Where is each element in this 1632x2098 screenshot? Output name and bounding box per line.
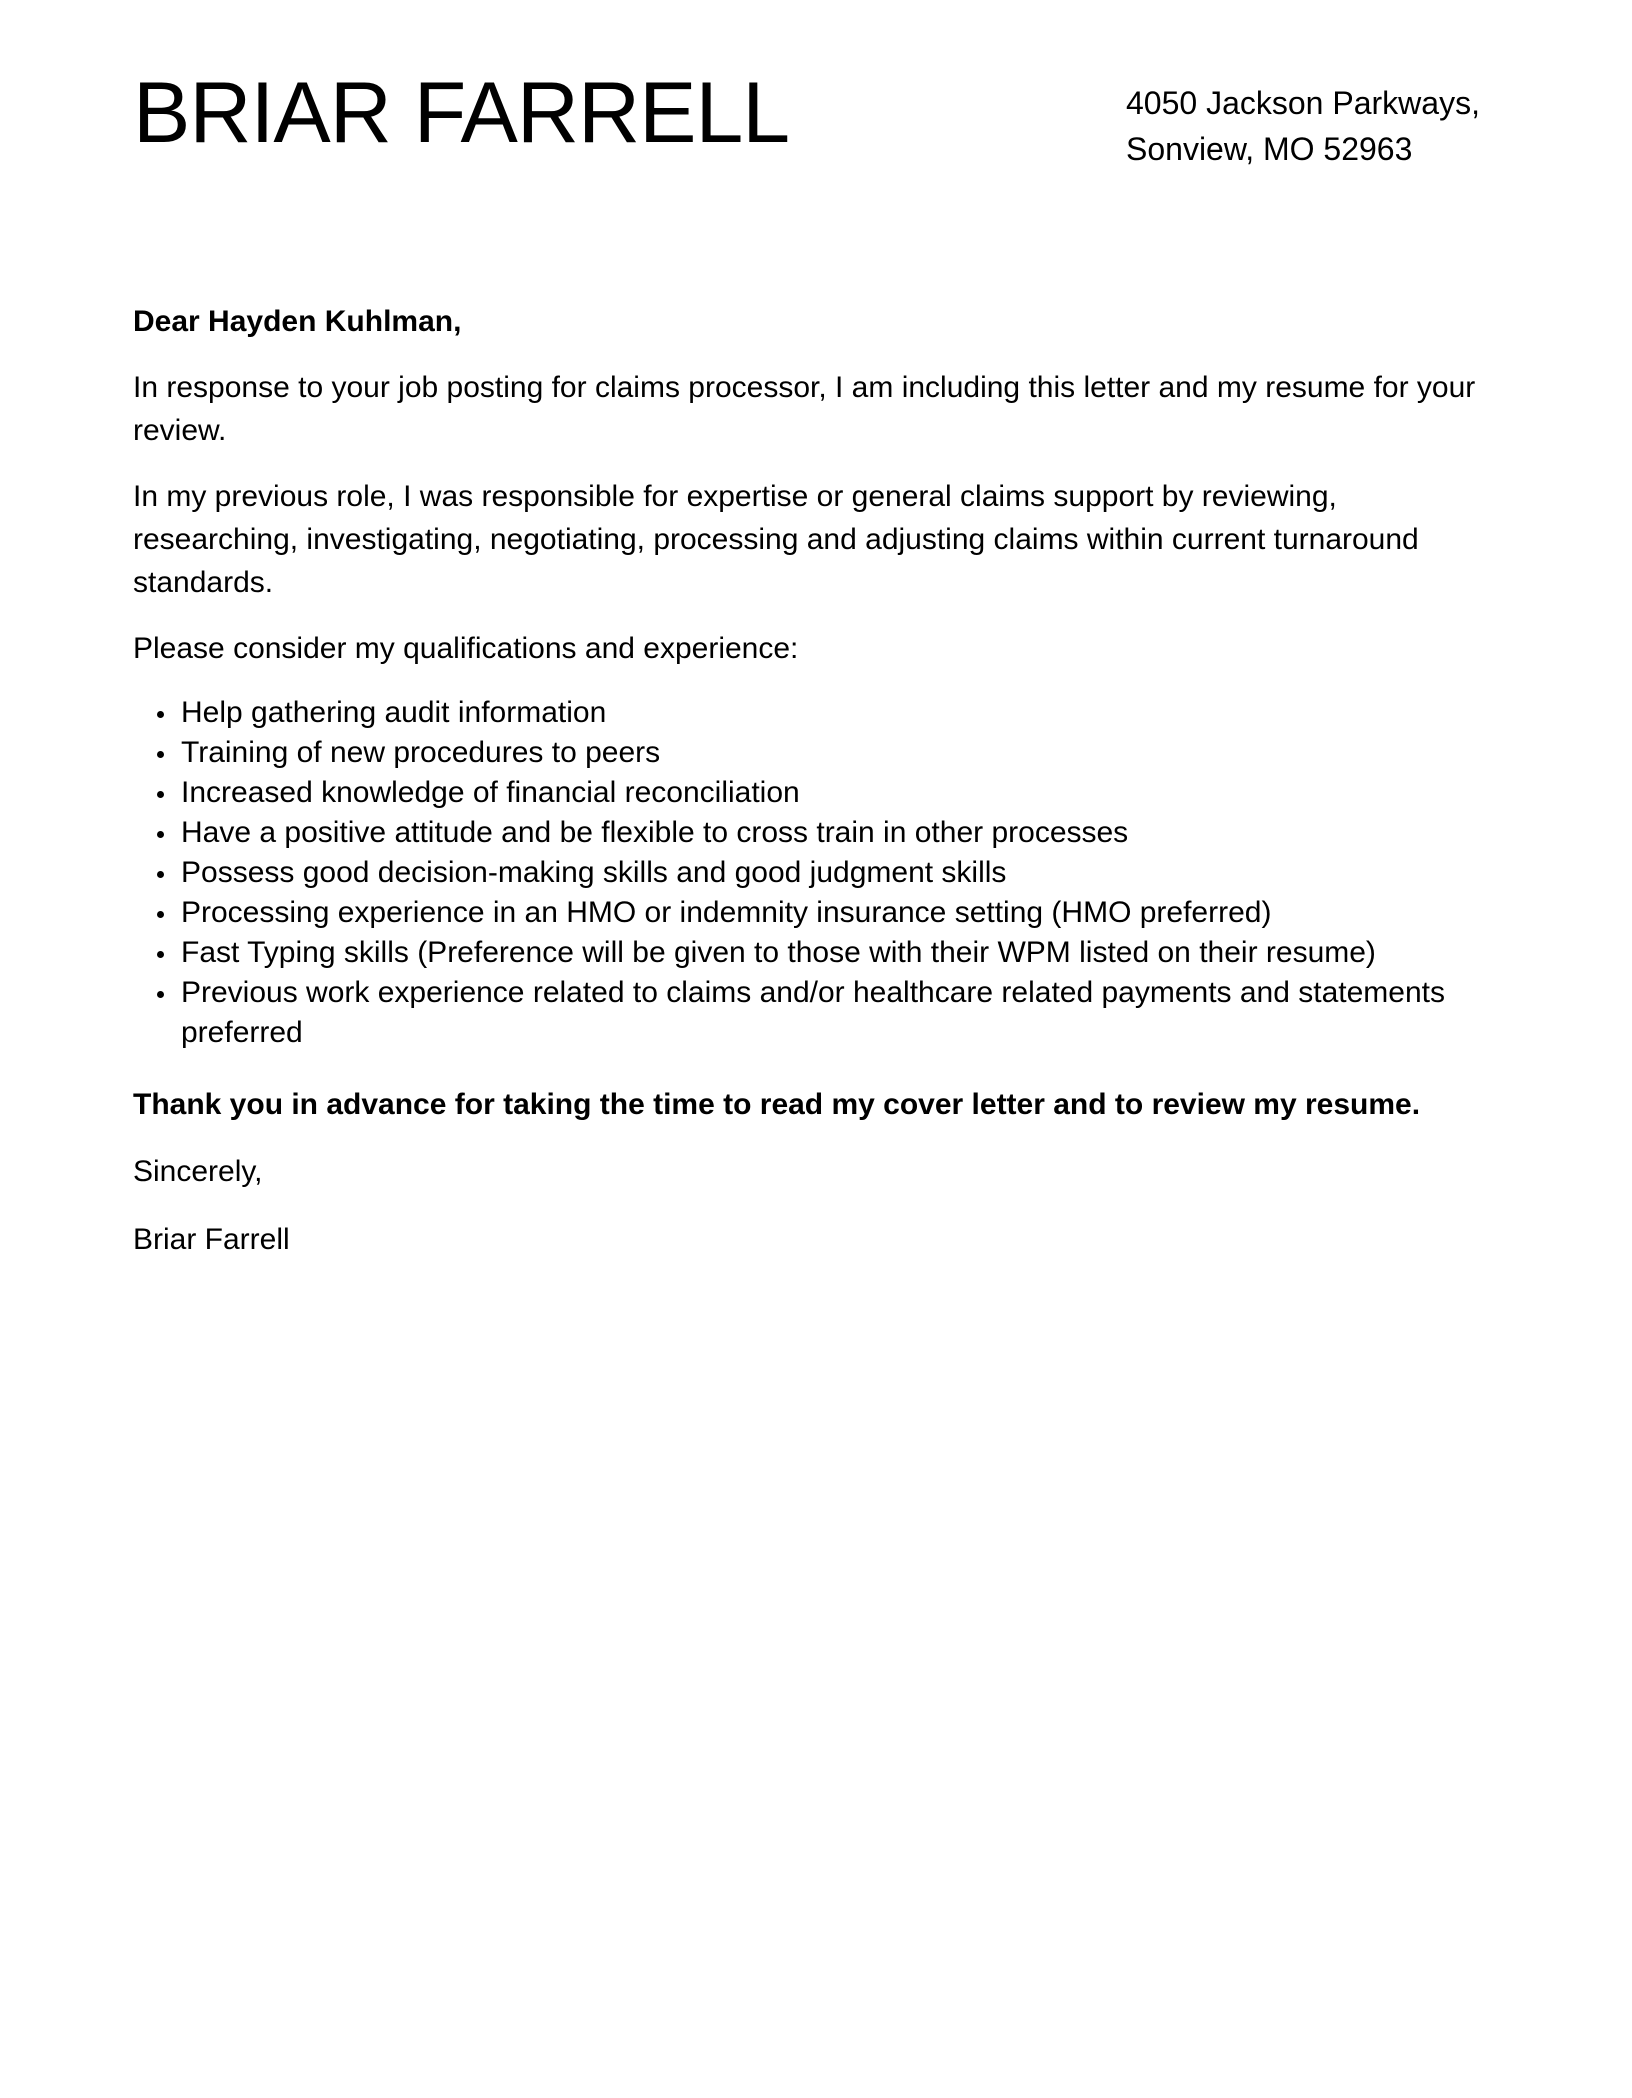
qualifications-intro: Please consider my qualifications and experience: bbox=[133, 632, 799, 665]
list-item: Increased knowledge of financial reconciliation bbox=[133, 773, 1503, 813]
qualifications-list bbox=[133, 693, 1503, 1053]
address-line-2: Sonview, MO 52963 bbox=[1126, 131, 1413, 167]
list-item: Training of new procedures to peers bbox=[133, 733, 1503, 773]
list-item: Possess good decision-making skills and good judgment skills bbox=[133, 853, 1503, 893]
signoff: Sincerely, bbox=[133, 1155, 263, 1188]
list-item: Processing experience in an HMO or indemnity insurance setting (HMO preferred) bbox=[133, 893, 1503, 933]
list-item: Have a positive attitude and be flexible to cross train in other processes bbox=[133, 813, 1503, 853]
list-item: Previous work experience related to claims and/or healthcare related payments and statements preferred bbox=[133, 973, 1503, 1053]
applicant-address bbox=[1126, 80, 1480, 172]
list-item: Fast Typing skills (Preference will be given to those with their WPM listed on their resume) bbox=[133, 933, 1503, 973]
address-line-1: 4050 Jackson Parkways, bbox=[1126, 85, 1480, 121]
list-item: Help gathering audit information bbox=[133, 693, 1503, 733]
letter-body bbox=[133, 300, 1503, 1285]
closing-paragraph: Thank you in advance for taking the time to read my cover letter and to review my resume. bbox=[133, 1088, 1421, 1121]
intro-paragraph: In response to your job posting for claims processor, I am including this letter and my resume for your review. bbox=[133, 371, 1476, 447]
signature-name: Briar Farrell bbox=[133, 1223, 290, 1256]
experience-paragraph: In my previous role, I was responsible for expertise or general claims support by reviewing, researching, investigating, negotiating, processing and adjusting claims within current turnaround standards. bbox=[133, 480, 1419, 599]
applicant-name: BRIAR FARRELL bbox=[133, 65, 790, 161]
salutation: Dear Hayden Kuhlman, bbox=[133, 305, 462, 338]
